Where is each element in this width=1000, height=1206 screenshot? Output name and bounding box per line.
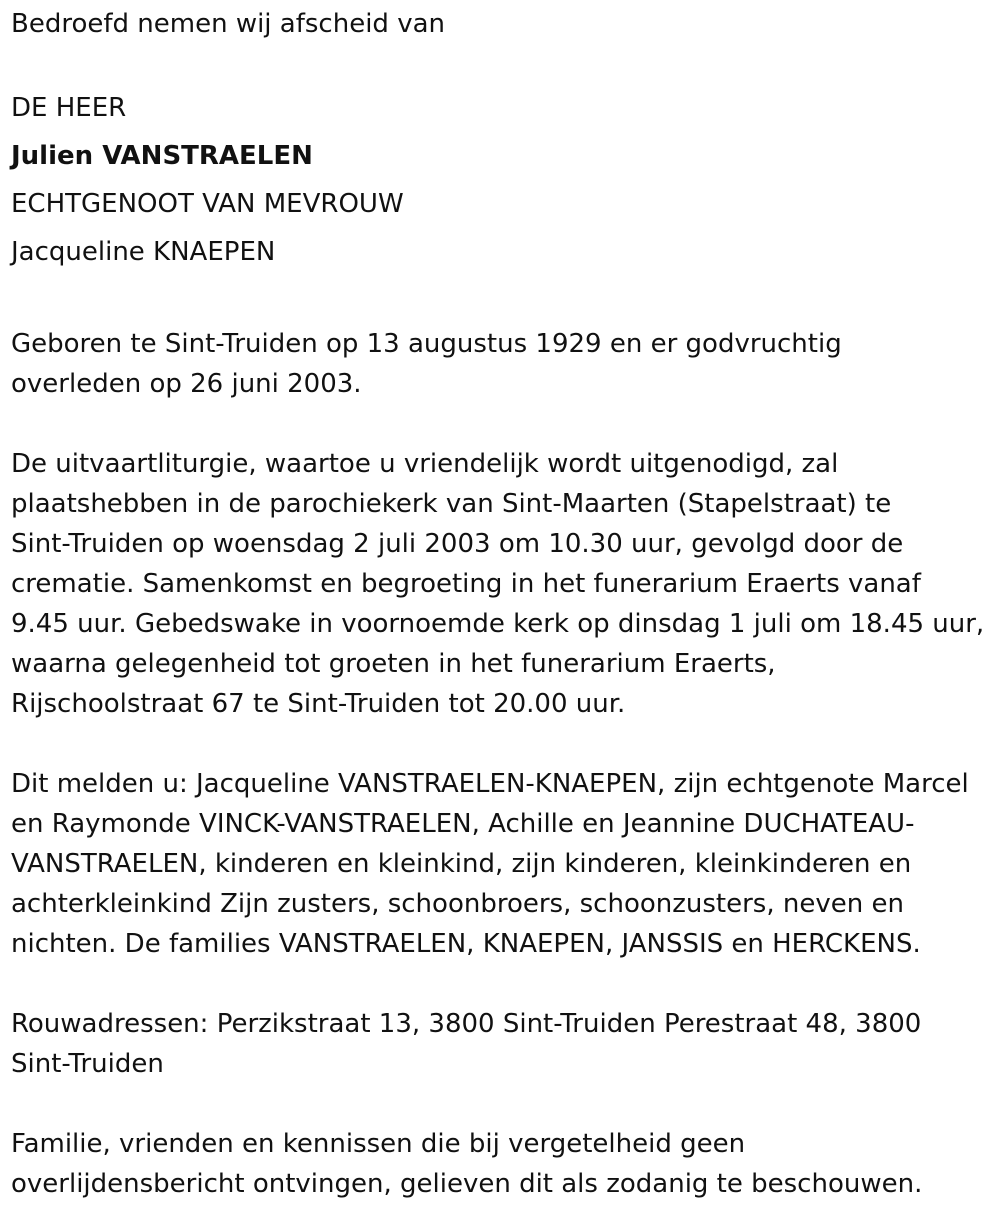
obituary-document [11, 4, 996, 1204]
spacer [11, 964, 996, 1004]
paragraph-line: 9.45 uur. Gebedswake in voornoemde kerk op dinsdag 1 juli om 18.45 uur, [11, 609, 985, 639]
deceased-prefix: DE HEER [11, 93, 127, 123]
intro-text: Bedroefd nemen wij afscheid van [11, 9, 445, 39]
paragraph-line: De uitvaartliturgie, waartoe u vriendelijk wordt uitgenodigd, zal [11, 449, 839, 479]
paragraph-line: Familie, vrienden en kennissen die bij vergetelheid geen [11, 1129, 746, 1159]
paragraph-line: Rouwadressen: Perzikstraat 13, 3800 Sint-Truiden Perestraat 48, 3800 [11, 1009, 922, 1039]
paragraph-line: Geboren te Sint-Truiden op 13 augustus 1929 en er godvruchtig [11, 329, 842, 359]
spacer [11, 1084, 996, 1124]
paragraph-line: Dit melden u: Jacqueline VANSTRAELEN-KNAEPEN, zijn echtgenote Marcel [11, 769, 969, 799]
paragraph-line: en Raymonde VINCK-VANSTRAELEN, Achille en Jeannine DUCHATEAU- [11, 809, 915, 839]
paragraph-line: achterkleinkind Zijn zusters, schoonbroers, schoonzusters, neven en [11, 889, 904, 919]
deceased-name: Julien VANSTRAELEN [11, 141, 313, 171]
paragraph-line: overlijdensbericht ontvingen, gelieven dit als zodanig te beschouwen. [11, 1169, 923, 1199]
birth-death-paragraph [11, 324, 996, 404]
spouse-name: Jacqueline KNAEPEN [11, 237, 276, 267]
spacer [11, 724, 996, 764]
closing-paragraph [11, 1124, 996, 1204]
paragraph-line: waarna gelegenheid tot groeten in het funerarium Eraerts, [11, 649, 776, 679]
funeral-paragraph [11, 444, 996, 724]
deceased-block [11, 84, 996, 276]
paragraph-line: Sint-Truiden [11, 1049, 164, 1079]
paragraph-line: crematie. Samenkomst en begroeting in het funerarium Eraerts vanaf [11, 569, 921, 599]
family-paragraph [11, 764, 996, 964]
paragraph-line: Sint-Truiden op woensdag 2 juli 2003 om 10.30 uur, gevolgd door de [11, 529, 904, 559]
paragraph-line: nichten. De families VANSTRAELEN, KNAEPEN, JANSSIS en HERCKENS. [11, 929, 921, 959]
paragraph-line: Rijschoolstraat 67 te Sint-Truiden tot 20.00 uur. [11, 689, 626, 719]
deceased-relation: ECHTGENOOT VAN MEVROUW [11, 189, 404, 219]
spacer [11, 404, 996, 444]
spacer [11, 276, 996, 324]
paragraph-line: overleden op 26 juni 2003. [11, 369, 362, 399]
addresses-paragraph [11, 1004, 996, 1084]
paragraph-line: VANSTRAELEN, kinderen en kleinkind, zijn kinderen, kleinkinderen en [11, 849, 912, 879]
paragraph-line: plaatshebben in de parochiekerk van Sint-Maarten (Stapelstraat) te [11, 489, 892, 519]
